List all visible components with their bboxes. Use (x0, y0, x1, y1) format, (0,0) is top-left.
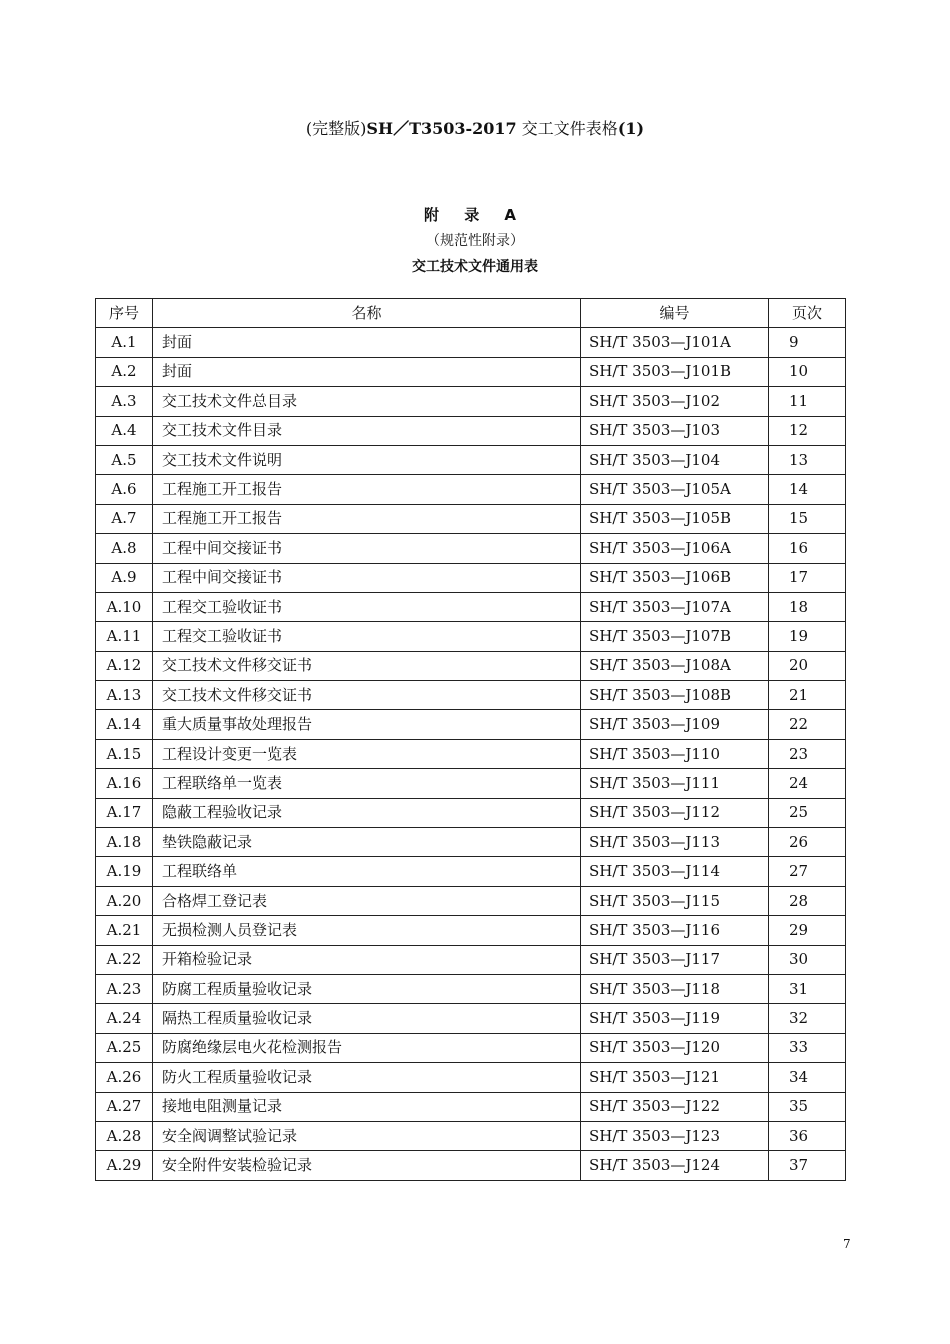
cell-seq: A.23 (96, 974, 153, 1003)
cell-seq: A.27 (96, 1092, 153, 1121)
cell-name: 工程交工验收证书 (153, 622, 581, 651)
cell-page: 26 (769, 828, 846, 857)
cell-code: SH/T 3503—J114 (581, 857, 769, 886)
cell-name: 合格焊工登记表 (153, 886, 581, 915)
cell-name: 工程中间交接证书 (153, 534, 581, 563)
table-row (96, 681, 846, 710)
table-row (96, 1121, 846, 1150)
header-name: 名称 (153, 299, 581, 328)
cell-seq: A.1 (96, 328, 153, 357)
page-number: 7 (843, 1237, 851, 1251)
cell-code: SH/T 3503—J122 (581, 1092, 769, 1121)
table-row (96, 828, 846, 857)
title-code: SH／T3503-2017 (366, 119, 517, 138)
cell-code: SH/T 3503—J124 (581, 1151, 769, 1180)
cell-name: 接地电阻测量记录 (153, 1092, 581, 1121)
cell-seq: A.18 (96, 828, 153, 857)
cell-page: 19 (769, 622, 846, 651)
cell-code: SH/T 3503—J118 (581, 974, 769, 1003)
cell-code: SH/T 3503—J113 (581, 828, 769, 857)
cell-seq: A.15 (96, 739, 153, 768)
cell-page: 25 (769, 798, 846, 827)
cell-page: 20 (769, 651, 846, 680)
cell-name: 安全阀调整试验记录 (153, 1121, 581, 1150)
cell-code: SH/T 3503—J107B (581, 622, 769, 651)
cell-page: 24 (769, 769, 846, 798)
table-row (96, 1033, 846, 1062)
cell-code: SH/T 3503—J104 (581, 445, 769, 474)
cell-page: 23 (769, 739, 846, 768)
cell-name: 工程施工开工报告 (153, 475, 581, 504)
cell-seq: A.16 (96, 769, 153, 798)
cell-code: SH/T 3503—J106B (581, 563, 769, 592)
cell-seq: A.14 (96, 710, 153, 739)
cell-seq: A.28 (96, 1121, 153, 1150)
cell-seq: A.3 (96, 387, 153, 416)
cell-page: 22 (769, 710, 846, 739)
cell-name: 交工技术文件移交证书 (153, 651, 581, 680)
cell-page: 33 (769, 1033, 846, 1062)
cell-code: SH/T 3503—J109 (581, 710, 769, 739)
cell-code: SH/T 3503—J111 (581, 769, 769, 798)
cell-seq: A.25 (96, 1033, 153, 1062)
cell-name: 重大质量事故处理报告 (153, 710, 581, 739)
table-row (96, 798, 846, 827)
cell-name: 工程联络单 (153, 857, 581, 886)
table-row (96, 1063, 846, 1092)
cell-name: 工程施工开工报告 (153, 504, 581, 533)
cell-seq: A.13 (96, 681, 153, 710)
cell-seq: A.21 (96, 916, 153, 945)
forms-table (95, 298, 846, 1181)
cell-name: 封面 (153, 328, 581, 357)
appendix-heading: 附 录 A (423, 206, 527, 224)
cell-page: 29 (769, 916, 846, 945)
appendix-subtitle: （规范性附录） (426, 233, 524, 249)
cell-name: 交工技术文件移交证书 (153, 681, 581, 710)
cell-page: 35 (769, 1092, 846, 1121)
appendix-name: 交工技术文件通用表 (412, 259, 538, 275)
cell-seq: A.20 (96, 886, 153, 915)
cell-seq: A.22 (96, 945, 153, 974)
cell-code: SH/T 3503—J119 (581, 1004, 769, 1033)
cell-name: 工程设计变更一览表 (153, 739, 581, 768)
cell-page: 27 (769, 857, 846, 886)
cell-code: SH/T 3503—J123 (581, 1121, 769, 1150)
cell-code: SH/T 3503—J112 (581, 798, 769, 827)
cell-seq: A.9 (96, 563, 153, 592)
cell-seq: A.26 (96, 1063, 153, 1092)
cell-name: 工程联络单一览表 (153, 769, 581, 798)
cell-code: SH/T 3503—J121 (581, 1063, 769, 1092)
table-row (96, 416, 846, 445)
cell-seq: A.6 (96, 475, 153, 504)
cell-page: 37 (769, 1151, 846, 1180)
title-middle: 交工文件表格 (521, 119, 618, 138)
cell-code: SH/T 3503—J107A (581, 592, 769, 621)
cell-seq: A.7 (96, 504, 153, 533)
cell-name: 封面 (153, 357, 581, 386)
cell-name: 开箱检验记录 (153, 945, 581, 974)
cell-code: SH/T 3503—J105B (581, 504, 769, 533)
cell-code: SH/T 3503—J108A (581, 651, 769, 680)
table-row (96, 387, 846, 416)
cell-name: 隔热工程质量验收记录 (153, 1004, 581, 1033)
cell-code: SH/T 3503—J102 (581, 387, 769, 416)
table-row (96, 622, 846, 651)
header-seq: 序号 (96, 299, 153, 328)
table-row (96, 592, 846, 621)
cell-code: SH/T 3503—J108B (581, 681, 769, 710)
cell-page: 21 (769, 681, 846, 710)
table-row (96, 974, 846, 1003)
cell-page: 16 (769, 534, 846, 563)
cell-name: 交工技术文件说明 (153, 445, 581, 474)
cell-name: 工程中间交接证书 (153, 563, 581, 592)
table-row (96, 563, 846, 592)
table-row (96, 769, 846, 798)
cell-code: SH/T 3503—J101B (581, 357, 769, 386)
cell-name: 垫铁隐蔽记录 (153, 828, 581, 857)
cell-seq: A.11 (96, 622, 153, 651)
table-body (96, 328, 846, 1180)
cell-seq: A.29 (96, 1151, 153, 1180)
cell-name: 工程交工验收证书 (153, 592, 581, 621)
cell-page: 14 (769, 475, 846, 504)
cell-code: SH/T 3503—J103 (581, 416, 769, 445)
table-row (96, 710, 846, 739)
cell-name: 交工技术文件目录 (153, 416, 581, 445)
table-row (96, 739, 846, 768)
cell-page: 10 (769, 357, 846, 386)
cell-seq: A.12 (96, 651, 153, 680)
cell-code: SH/T 3503—J106A (581, 534, 769, 563)
cell-seq: A.8 (96, 534, 153, 563)
table-row (96, 1151, 846, 1180)
title-prefix: (完整版) (305, 119, 367, 138)
cell-seq: A.2 (96, 357, 153, 386)
title-suffix: (1) (617, 119, 645, 138)
cell-seq: A.19 (96, 857, 153, 886)
table-row (96, 357, 846, 386)
cell-name: 无损检测人员登记表 (153, 916, 581, 945)
cell-name: 防腐绝缘层电火花检测报告 (153, 1033, 581, 1062)
table-row (96, 445, 846, 474)
cell-page: 18 (769, 592, 846, 621)
cell-name: 防火工程质量验收记录 (153, 1063, 581, 1092)
document-title (0, 116, 950, 139)
cell-code: SH/T 3503—J120 (581, 1033, 769, 1062)
cell-page: 17 (769, 563, 846, 592)
table-row (96, 504, 846, 533)
table-row (96, 886, 846, 915)
cell-code: SH/T 3503—J101A (581, 328, 769, 357)
table-header-row (96, 299, 846, 328)
cell-page: 15 (769, 504, 846, 533)
cell-seq: A.10 (96, 592, 153, 621)
table-row (96, 1092, 846, 1121)
cell-code: SH/T 3503—J117 (581, 945, 769, 974)
table-row (96, 1004, 846, 1033)
table-row (96, 857, 846, 886)
cell-page: 9 (769, 328, 846, 357)
header-code: 编号 (581, 299, 769, 328)
cell-page: 11 (769, 387, 846, 416)
cell-page: 34 (769, 1063, 846, 1092)
cell-name: 隐蔽工程验收记录 (153, 798, 581, 827)
cell-page: 31 (769, 974, 846, 1003)
cell-seq: A.5 (96, 445, 153, 474)
cell-code: SH/T 3503—J105A (581, 475, 769, 504)
cell-name: 交工技术文件总目录 (153, 387, 581, 416)
cell-page: 30 (769, 945, 846, 974)
cell-page: 28 (769, 886, 846, 915)
table-row (96, 328, 846, 357)
cell-code: SH/T 3503—J116 (581, 916, 769, 945)
table-row (96, 945, 846, 974)
cell-name: 防腐工程质量验收记录 (153, 974, 581, 1003)
cell-name: 安全附件安装检验记录 (153, 1151, 581, 1180)
table-row (96, 475, 846, 504)
cell-seq: A.24 (96, 1004, 153, 1033)
cell-page: 13 (769, 445, 846, 474)
table-row (96, 651, 846, 680)
cell-code: SH/T 3503—J115 (581, 886, 769, 915)
cell-code: SH/T 3503—J110 (581, 739, 769, 768)
table-row (96, 534, 846, 563)
cell-page: 12 (769, 416, 846, 445)
cell-seq: A.4 (96, 416, 153, 445)
table-row (96, 916, 846, 945)
cell-seq: A.17 (96, 798, 153, 827)
cell-page: 32 (769, 1004, 846, 1033)
cell-page: 36 (769, 1121, 846, 1150)
header-page: 页次 (769, 299, 846, 328)
